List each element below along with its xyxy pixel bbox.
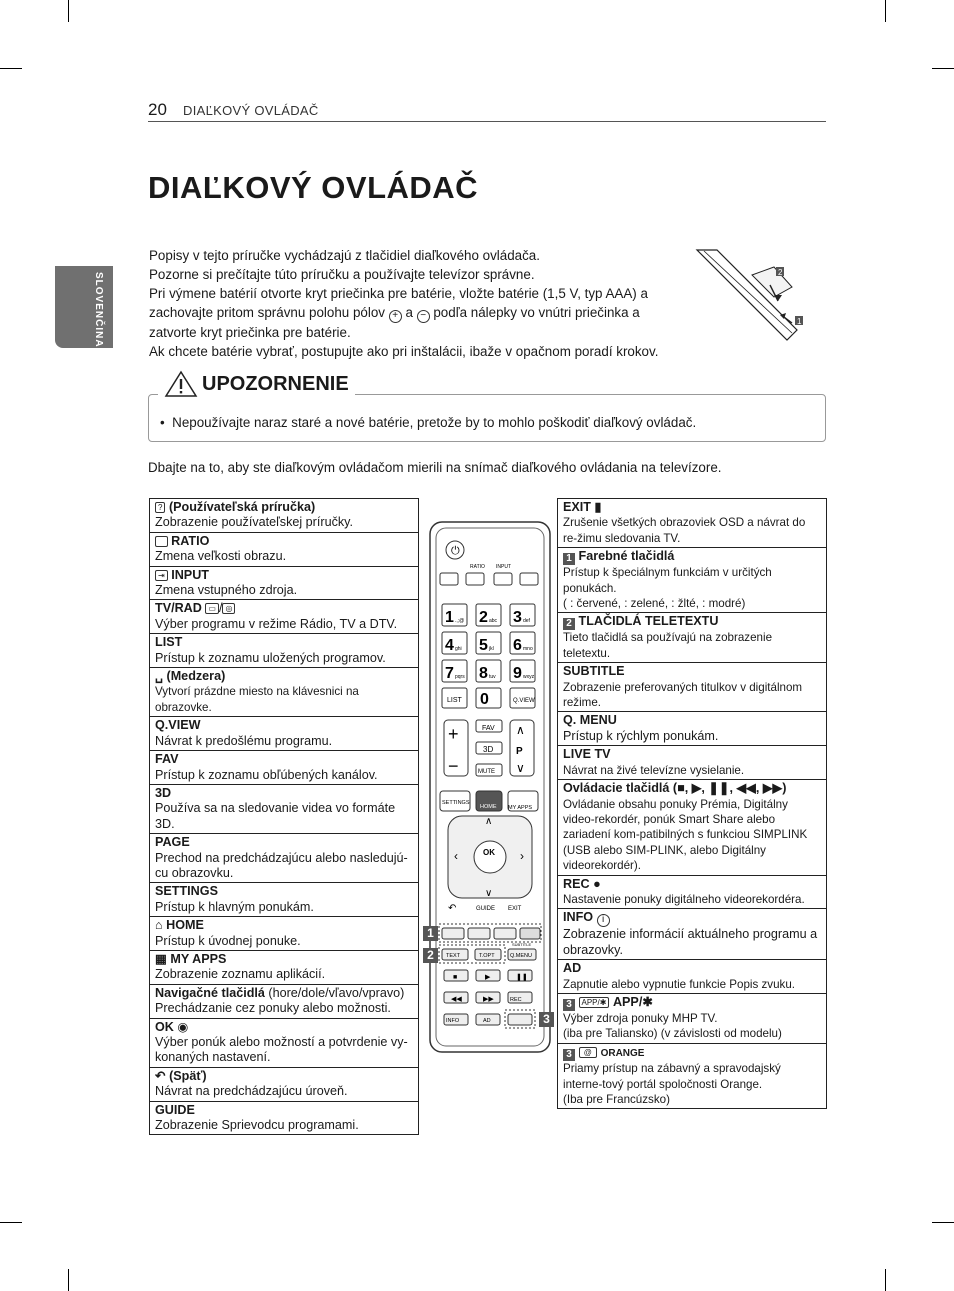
key-name: PAGE — [155, 835, 190, 850]
remote-mute-label: MUTE — [478, 769, 495, 775]
right-key-table — [557, 498, 827, 1109]
left-key-table — [149, 498, 419, 1135]
bullet: • — [160, 415, 165, 430]
table-row — [558, 993, 827, 1043]
key-name: 3D — [155, 785, 172, 800]
key-desc: Zobrazenie zoznamu aplikácií. — [155, 967, 326, 982]
tv-icon: ▭ — [205, 603, 219, 614]
key-desc: Návrat k predošlému programu. — [155, 733, 333, 748]
table-row — [150, 950, 419, 984]
step-2-marker: 2 — [778, 268, 783, 277]
key-desc: Prechádzanie cez ponuky alebo možnosti. — [155, 1001, 391, 1016]
digit-letters-4: ghi — [455, 646, 462, 652]
key-desc: Prístup k špeciálnym funkciám v určitých ponukách. — [563, 566, 772, 595]
key-desc: Prístup k hlavným ponukám. — [155, 899, 314, 914]
remote-p-label: P — [516, 746, 523, 757]
info-icon: i — [597, 914, 610, 927]
table-row — [150, 834, 419, 883]
digit-letters-5: jkl — [489, 646, 494, 652]
table-row — [558, 613, 827, 663]
table-row — [150, 566, 419, 600]
home-icon: ⌂ — [155, 918, 163, 933]
key-name: APP/✱ — [612, 994, 653, 1009]
key-name: TV/RAD — [155, 601, 202, 616]
key-name: REC ● — [563, 876, 601, 891]
volume-down-icon: − — [448, 756, 459, 776]
table-row — [558, 960, 827, 994]
intro-line: Ak chcete batérie vybrať, postupujte ako pri inštalácii, ibaže v opačnom poradí krokov. — [149, 344, 659, 359]
digit-keypad — [442, 604, 535, 682]
key-name: (Používateľská príručka) — [168, 500, 316, 514]
digit-label-8: 8 — [479, 665, 488, 682]
key-desc: Priamy prístup na zábavný a spravodajský interne-tový portál spoločnosti Orange. — [563, 1062, 781, 1091]
digit-label-5: 5 — [479, 637, 488, 654]
key-name: OK — [155, 1019, 174, 1034]
app-button-icon: APP/✱ — [579, 997, 610, 1008]
remote-topt-label: T.OPT — [479, 953, 495, 959]
remote-settings-label: SETTINGS — [442, 800, 470, 806]
key-desc: (iba pre Taliansko) (v závislosti od modelu) — [563, 1027, 782, 1041]
key-name: Navigačné tlačidlá — [155, 985, 265, 1000]
remote-input-label: INPUT — [496, 564, 511, 570]
table-row — [558, 746, 827, 780]
key-desc: Zmena vstupného zdroja. — [155, 583, 298, 598]
intro-text — [149, 246, 709, 361]
language-tab — [55, 266, 113, 348]
table-row — [558, 548, 827, 613]
table-row — [150, 1067, 419, 1101]
key-name: Farebné tlačidlá — [578, 549, 675, 564]
key-desc: Ovládanie obsahu ponuky Prémia, Digitálny video-rekordér, ponúk Smart Share alebo zariadení kom-patibilných s funkciou SIMPLINK (USB alebo SIM-PLINK, alebo Digitálny videorekordér). — [563, 797, 808, 873]
key-desc: ( : červené, : zelené, : žlté, : modré) — [563, 597, 746, 611]
warning-text — [160, 415, 696, 430]
key-name: MY APPS — [170, 951, 227, 966]
callout-badge: 1 — [563, 553, 575, 565]
intro-line: zatvorte kryt priečinka pre batérie. — [149, 325, 351, 340]
key-desc: Tieto tlačidlá sa používajú na zobrazenie teletextu. — [563, 631, 773, 660]
key-desc: Prístup k úvodnej ponuke. — [155, 933, 301, 948]
digit-letters-7: pqrs — [455, 674, 465, 680]
remote-rec-label: REC — [510, 997, 522, 1003]
table-row — [150, 917, 419, 951]
running-header: DIAĽKOVÝ OVLÁDAČ — [183, 103, 319, 118]
remote-guide-label: GUIDE — [476, 906, 496, 912]
key-name: HOME — [166, 918, 204, 933]
key-name: Q. MENU — [563, 713, 617, 728]
key-desc: Používa sa na sledovanie videa vo formáte 3D. — [155, 801, 396, 831]
key-desc: (Iba pre Francúzsko) — [563, 1093, 670, 1106]
intro-text-part: a — [405, 305, 413, 320]
intro-line: Pri výmene batérií otvorte kryt priečinka pre batérie, vložte batérie (1,5 V, typ AAA) a — [149, 286, 648, 301]
intro-line — [149, 303, 709, 323]
remote-subtitle-label: SUBTITLE — [512, 942, 532, 947]
key-desc: Nastavenie ponuky digitálneho videorekordéra. — [563, 892, 805, 906]
ok-icon: ◉ — [177, 1019, 189, 1034]
table-row — [150, 984, 419, 1018]
key-name: Q.VIEW — [155, 718, 201, 733]
warning-title: UPOZORNENIE — [202, 372, 349, 395]
key-desc: Zobrazenie používateľskej príručky. — [155, 515, 354, 530]
key-desc: Zrušenie všetkých obrazoviek OSD a návrat do re-žimu sledovania TV. — [563, 516, 806, 545]
key-desc: Návrat na predchádzajúcu úroveň. — [155, 1084, 348, 1099]
table-row: TV/RAD ▭ / ◎ Výber programu v režime Rádio, TV a DTV. — [150, 600, 419, 634]
key-name: LIVE TV — [563, 747, 611, 762]
remote-control-illustration — [428, 520, 552, 1056]
key-desc: Výber zdroja ponuky MHP TV. — [563, 1011, 718, 1025]
page-title: DIAĽKOVÝ OVLÁDAČ — [148, 170, 479, 205]
remote-ratio-label: RATIO — [470, 564, 485, 570]
aim-note: Dbajte na to, aby ste diaľkovým ovládačom mierili na snímač diaľkového ovládania na televízore. — [148, 460, 722, 475]
table-row — [150, 1101, 419, 1135]
nav-up-icon: ∧ — [485, 816, 493, 827]
key-desc: Zmena veľkosti obrazu. — [155, 549, 287, 564]
key-name: AD — [563, 961, 582, 976]
back-icon: ↶ — [448, 903, 457, 914]
key-name: LIST — [155, 635, 183, 650]
back-icon: ↶ — [155, 1068, 166, 1083]
digit-label-9: 9 — [513, 665, 522, 682]
key-name: TLAČIDLÁ TELETEXTU — [578, 614, 719, 629]
warning-heading — [158, 370, 355, 398]
callout-1: 1 — [423, 926, 438, 941]
key-name: Ovládacie tlačidlá (■, ▶, ❚❚, ◀◀, ▶▶) — [563, 781, 787, 796]
key-desc: Vytvorí prázdne miesto na klávesnici na obrazovke. — [155, 685, 359, 714]
table-row — [558, 909, 827, 960]
apps-grid-icon: ▦ — [155, 951, 167, 966]
digit-label-2: 2 — [479, 609, 488, 626]
fast-forward-icon: ▶▶ — [483, 996, 494, 1003]
exit-icon: ▮ — [594, 500, 602, 514]
table-row — [150, 499, 419, 533]
key-name: RATIO — [171, 533, 210, 548]
at-button-icon: @ — [579, 1047, 598, 1058]
key-desc: Zobrazenie preferovaných titulkov v digitálnom režime. — [563, 680, 803, 710]
remote-myapps-label: MY APPS — [508, 805, 533, 811]
callout-badge: 3 — [563, 999, 575, 1011]
warning-triangle-icon — [164, 370, 198, 398]
table-row — [150, 751, 419, 785]
digit-letters-9: wxyz — [523, 674, 535, 680]
radio-icon: ◎ — [222, 603, 235, 614]
key-name: (Späť) — [169, 1068, 207, 1083]
remote-qmenu-label: Q.MENU — [510, 953, 532, 959]
digit-letters-1: .,;@ — [455, 618, 465, 624]
intro-line: Pozorne si prečítajte túto príručku a používajte televízor správne. — [149, 267, 535, 282]
table-row — [558, 780, 827, 875]
language-tab-label: SLOVENČINA — [93, 272, 104, 348]
key-desc: Zobrazenie Sprievodcu programami. — [155, 1118, 359, 1133]
key-name: GUIDE — [155, 1102, 195, 1117]
table-row — [150, 634, 419, 668]
table-row — [558, 1043, 827, 1109]
remote-info-label: INFO — [446, 1018, 460, 1024]
key-desc: Výber ponúk alebo možností a potvrdenie vy-konaných nastavení. — [155, 1035, 408, 1065]
user-guide-icon: ? — [155, 502, 165, 513]
nav-right-icon: › — [520, 849, 524, 863]
play-icon: ▶ — [485, 974, 491, 981]
warning-body: Nepoužívajte naraz staré a nové batérie, pretože by to mohlo poškodiť diaľkový ovládač. — [172, 415, 697, 430]
digit-label-6: 6 — [513, 637, 522, 654]
table-row — [150, 1018, 419, 1067]
ratio-icon — [155, 536, 168, 547]
key-desc: Prechod na predchádzajúcu alebo nasledujú-cu obrazovku. — [155, 850, 408, 880]
digit-letters-2: abc — [489, 618, 498, 624]
key-desc: Prístup k zoznamu uložených programov. — [155, 650, 386, 665]
remote-list-label: LIST — [447, 697, 462, 704]
table-row — [150, 784, 419, 833]
battery-installation-illustration — [692, 245, 812, 345]
key-name: ORANGE — [600, 1047, 645, 1059]
key-desc: Prístup k rýchlym ponukám. — [563, 728, 719, 743]
digit-label-1: 1 — [445, 609, 454, 626]
key-name: FAV — [155, 752, 179, 767]
remote-ad-label: AD — [483, 1018, 491, 1024]
remote-digit-0: 0 — [480, 691, 489, 708]
minus-pole-icon: − — [417, 310, 430, 323]
intro-line: Popisy v tejto príručke vychádzajú z tlačidiel diaľkového ovládača. — [149, 248, 540, 263]
table-row — [150, 717, 419, 751]
key-extra: (hore/dole/vľavo/vpravo) — [268, 985, 405, 1000]
key-desc: Zobrazenie informácií aktuálneho programu a obrazovky. — [563, 927, 818, 957]
power-icon: ⏻ — [451, 545, 460, 557]
remote-text-label: TEXT — [446, 953, 461, 959]
channel-up-icon: ∧ — [516, 723, 525, 737]
table-row — [150, 532, 419, 566]
callout-2: 2 — [423, 948, 438, 963]
digit-label-3: 3 — [513, 609, 522, 626]
remote-ok-label: OK — [483, 848, 495, 857]
channel-down-icon: ∨ — [516, 761, 525, 775]
space-icon: ␣ — [155, 669, 163, 684]
digit-label-7: 7 — [445, 665, 454, 682]
digit-letters-8: tuv — [489, 674, 496, 680]
callout-3: 3 — [539, 1012, 554, 1027]
key-name: SETTINGS — [155, 884, 218, 899]
rewind-icon: ◀◀ — [451, 996, 462, 1003]
digit-letters-3: def — [523, 618, 530, 624]
key-name: (Medzera) — [166, 669, 226, 684]
table-row — [558, 712, 827, 746]
table-row — [558, 875, 827, 909]
stop-icon: ■ — [453, 974, 458, 981]
table-row — [558, 663, 827, 712]
input-icon: ⇥ — [155, 570, 168, 581]
table-row — [150, 668, 419, 717]
remote-qview-label: Q.VIEW — [513, 698, 535, 704]
3d-icon: 3D — [483, 745, 494, 754]
key-name: SUBTITLE — [563, 664, 625, 679]
key-desc: Prístup k zoznamu obľúbených kanálov. — [155, 767, 378, 782]
plus-pole-icon: + — [389, 310, 402, 323]
key-name: INPUT — [171, 567, 209, 582]
intro-text-part: zachovajte pritom správnu polohu pólov — [149, 305, 385, 320]
key-desc: Návrat na živé televízne vysielanie. — [563, 763, 745, 777]
intro-text-part: podľa nálepky vo vnútri priečinka a — [433, 305, 640, 320]
remote-exit-label: EXIT — [508, 906, 522, 912]
key-name: INFO — [563, 910, 594, 925]
key-desc: Výber programu v režime Rádio, TV a DTV. — [155, 616, 398, 631]
digit-label-4: 4 — [445, 637, 454, 654]
remote-fav-label: FAV — [482, 725, 495, 732]
key-name: EXIT — [563, 500, 591, 514]
step-1-marker: 1 — [797, 317, 802, 326]
callout-badge: 2 — [563, 618, 575, 630]
nav-down-icon: ∨ — [485, 888, 493, 899]
volume-up-icon: + — [448, 724, 459, 744]
nav-left-icon: ‹ — [454, 849, 458, 863]
key-desc: Zapnutie alebo vypnutie funkcie Popis zvuku. — [563, 977, 796, 991]
header-rule — [148, 121, 826, 122]
callout-badge: 3 — [563, 1049, 575, 1061]
pause-icon: ❚❚ — [516, 974, 528, 981]
page-number: 20 — [148, 100, 167, 119]
remote-home-label: HOME — [480, 804, 497, 810]
digit-letters-6: mno — [523, 646, 533, 652]
table-row — [558, 499, 827, 548]
table-row — [150, 883, 419, 917]
